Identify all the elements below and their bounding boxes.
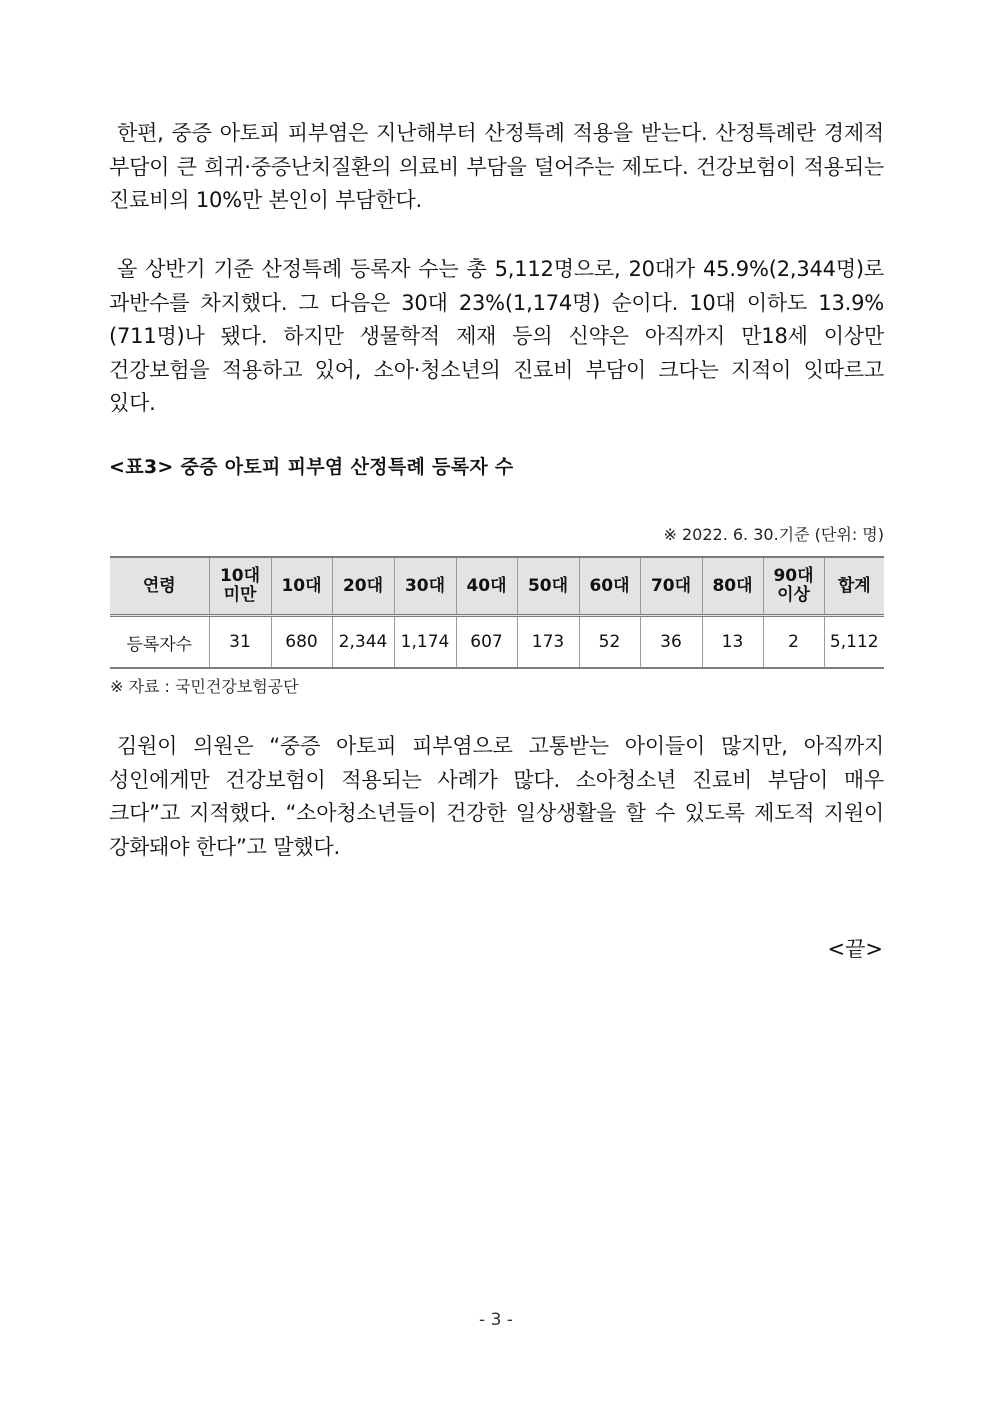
paragraph-2: 올 상반기 기준 산정특례 등록자 수는 총 5,112명으로, 20대가 45.9%(2,344명)로 과반수를 차지했다. 그 다음은 30대 23%(1,174명) 순이다. 10대 이하도 13.9%(711명)나 됐다. 하지만 생물학적 제재 등의 신약은 아직까지 만18세 이상만 건강보험을 적용하고 있어, 소아·청소년의 진료비 부담이 크다는 지적이 잇따르고 있다. — [109, 257, 884, 416]
header-under-10: 10대 미만 — [209, 557, 271, 616]
header-50s: 50대 — [517, 557, 579, 616]
header-60s: 60대 — [579, 557, 640, 616]
header-90-plus: 90대 이상 — [763, 557, 824, 616]
table-row — [110, 616, 884, 669]
header-40s: 40대 — [456, 557, 517, 616]
header-age: 연령 — [110, 557, 209, 616]
table-caption: <표3> 중증 아토피 피부염 산정특례 등록자 수 — [109, 456, 514, 478]
table-unit-note: ※ 2022. 6. 30.기준 (단위: 명) — [663, 525, 884, 544]
cell-70s: 36 — [640, 616, 702, 669]
page-number: - 3 - — [479, 1310, 513, 1330]
cell-under-10: 31 — [209, 616, 271, 669]
cell-90-plus: 2 — [763, 616, 824, 669]
header-10s: 10대 — [271, 557, 332, 616]
cell-40s: 607 — [456, 616, 517, 669]
cell-10s: 680 — [271, 616, 332, 669]
header-80s: 80대 — [702, 557, 763, 616]
header-total: 합계 — [824, 557, 884, 616]
cell-30s: 1,174 — [394, 616, 456, 669]
cell-60s: 52 — [579, 616, 640, 669]
paragraph-3: 김원이 의원은 “중증 아토피 피부염으로 고통받는 아이들이 많지만, 아직까지 성인에게만 건강보험이 적용되는 사례가 많다. 소아청소년 진료비 부담이 매우 크다”고 지적했다. “소아청소년들이 건강한 일상생활을 할 수 있도록 제도적 지원이 강화돼야 한다”고 말했다. — [109, 734, 884, 859]
cell-80s: 13 — [702, 616, 763, 669]
table-source-note: ※ 자료 : 국민건강보험공단 — [110, 677, 299, 696]
cell-total: 5,112 — [824, 616, 884, 669]
end-mark: <끝> — [827, 937, 883, 961]
header-70s: 70대 — [640, 557, 702, 616]
cell-20s: 2,344 — [332, 616, 394, 669]
cell-50s: 173 — [517, 616, 579, 669]
header-20s: 20대 — [332, 557, 394, 616]
registrants-table — [110, 556, 884, 669]
paragraph-1: 한편, 중증 아토피 피부염은 지난해부터 산정특례 적용을 받는다. 산정특례란 경제적 부담이 큰 희귀·중증난치질환의 의료비 부담을 덜어주는 제도다. 건강보험이 적용되는 진료비의 10%만 본인이 부담한다. — [109, 121, 884, 213]
row-label: 등록자수 — [110, 616, 209, 669]
table-header-row — [110, 557, 884, 616]
header-30s: 30대 — [394, 557, 456, 616]
